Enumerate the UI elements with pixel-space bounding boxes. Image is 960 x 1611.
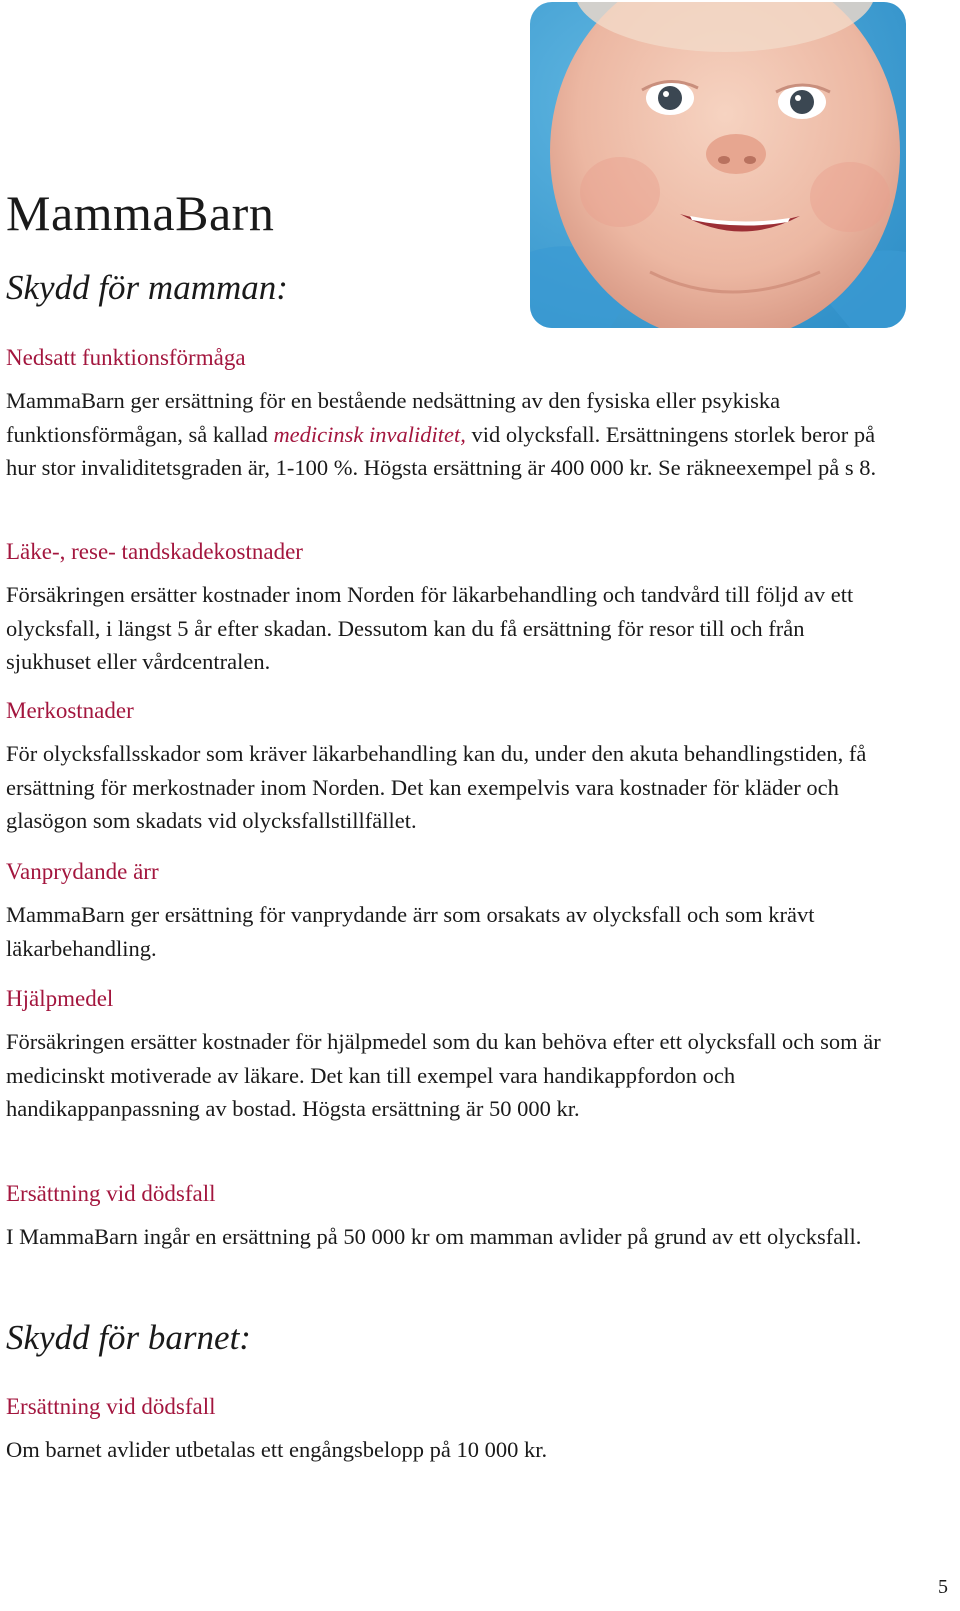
subheading: Merkostnader bbox=[6, 698, 134, 723]
paragraph: I MammaBarn ingår en ersättning på 50 000 kr om mamman avlider på grund av ett olycksfall. bbox=[6, 1224, 862, 1249]
paragraph: MammaBarn ger ersättning för en bestående nedsättning av den fysiska eller psykiska funktionsförmågan, så kallad medicinsk invaliditet, vid olycksfall. Ersättningens storlek beror på hur stor invaliditetsgraden är, 1-100 %. Högsta ersättning är 400 000 kr. Se räkneexempel på s 8. bbox=[6, 388, 877, 480]
baby-photo bbox=[530, 2, 906, 328]
section-death-benefit-mother bbox=[6, 1180, 886, 1254]
mother-section-heading: Skydd för mamman: bbox=[6, 268, 288, 307]
paragraph: För olycksfallsskador som kräver läkarbehandling kan du, under den akuta behandlingstiden, få ersättning för merkostnader inom Norden. Det kan exempelvis vara kostnader för kläder och glasögon som skadats vid olycksfallstillfället. bbox=[6, 741, 867, 833]
section-aids bbox=[6, 985, 886, 1126]
paragraph: Försäkringen ersätter kostnader inom Norden för läkarbehandling och tandvård till följd av ett olycksfall, i längst 5 år efter skadan. Dessutom kan du få ersättning för resor till och från sjukhuset eller vårdcentralen. bbox=[6, 582, 854, 674]
section-treatment-costs bbox=[6, 538, 886, 679]
child-section-heading: Skydd för barnet: bbox=[6, 1318, 251, 1357]
subheading: Nedsatt funktionsförmåga bbox=[6, 345, 246, 370]
subheading: Vanprydande ärr bbox=[6, 859, 159, 884]
paragraph: MammaBarn ger ersättning för vanprydande ärr som orsakats av olycksfall och som krävt läkarbehandling. bbox=[6, 902, 815, 961]
section-scars bbox=[6, 858, 886, 965]
subheading: Hjälpmedel bbox=[6, 986, 114, 1011]
section-death-benefit-child bbox=[6, 1393, 886, 1467]
subheading: Ersättning vid dödsfall bbox=[6, 1181, 216, 1206]
subheading: Ersättning vid dödsfall bbox=[6, 1394, 216, 1419]
emphasized-term: medicinsk invaliditet, bbox=[273, 421, 466, 447]
section-extra-costs bbox=[6, 697, 886, 838]
section-functional-ability bbox=[6, 344, 886, 485]
page-number: 5 bbox=[938, 1576, 948, 1598]
baby-face-illustration bbox=[530, 2, 906, 328]
page-title: MammaBarn bbox=[6, 185, 275, 241]
subheading: Läke-, rese- tandskadekostnader bbox=[6, 539, 303, 564]
paragraph: Om barnet avlider utbetalas ett engångsbelopp på 10 000 kr. bbox=[6, 1437, 548, 1462]
paragraph: Försäkringen ersätter kostnader för hjälpmedel som du kan behöva efter ett olycksfall och som är medicinskt motiverade av läkare. Det kan till exempel vara handikappfordon och handikappanpassning av bostad. Högsta ersättning är 50 000 kr. bbox=[6, 1029, 881, 1121]
